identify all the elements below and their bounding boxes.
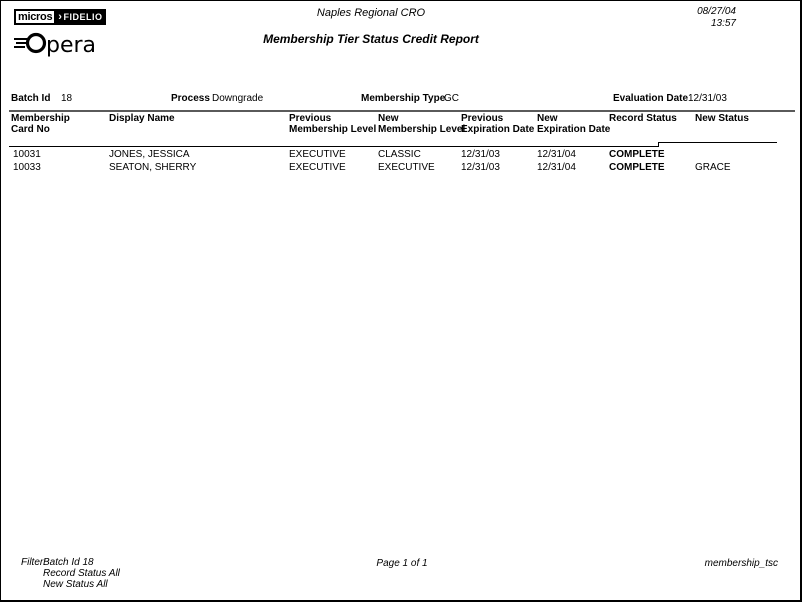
- col-header-line: Display Name: [109, 113, 175, 124]
- cell-card-no: 10033: [13, 162, 41, 173]
- cell-display-name: SEATON, SHERRY: [109, 162, 197, 173]
- footer-filter-label: Filter:: [21, 557, 46, 568]
- cell-new-status: GRACE: [695, 162, 731, 173]
- col-header-membership-card-no: [11, 113, 70, 135]
- micros-logo-text: micros: [14, 9, 56, 25]
- cell-previous-level: EXECUTIVE: [289, 162, 346, 173]
- opera-logo-text: pera: [46, 33, 97, 57]
- col-header-display-name: [109, 113, 175, 124]
- report-title: Membership Tier Status Credit Report: [263, 32, 479, 46]
- property-name: Naples Regional CRO: [316, 7, 426, 19]
- footer-report-file: membership_tsc: [704, 558, 778, 569]
- col-header-line: Membership Level: [378, 124, 466, 135]
- cell-new-level: EXECUTIVE: [378, 162, 435, 173]
- col-header-new-expiration-date: [537, 113, 610, 135]
- param-batch-id-value: 18: [61, 93, 73, 104]
- header-underline-left: [9, 146, 658, 147]
- col-header-line: Record Status: [609, 113, 677, 124]
- col-header-line: Membership Level: [289, 124, 377, 135]
- col-header-new-status: [695, 113, 749, 124]
- footer-filter-line: New Status All: [43, 579, 108, 590]
- param-membership-type-label: Membership Type: [361, 93, 446, 104]
- param-evaluation-date-value: 12/31/03: [688, 93, 727, 104]
- col-header-line: Membership: [11, 113, 70, 124]
- col-header-new-membership-level: [378, 113, 465, 135]
- cell-record-status: COMPLETE: [609, 149, 665, 160]
- cell-previous-level: EXECUTIVE: [289, 149, 346, 160]
- cell-previous-expiration: 12/31/03: [461, 149, 500, 160]
- col-header-line: Expiration Date: [537, 124, 611, 135]
- arrow-right-icon: ›: [58, 11, 63, 23]
- cell-display-name: JONES, JESSICA: [109, 149, 190, 160]
- param-process-value: Downgrade: [212, 93, 264, 104]
- footer-filter-line: Record Status All: [43, 568, 120, 579]
- cell-new-expiration: 12/31/04: [537, 162, 576, 173]
- print-date: 08/27/04: [697, 6, 736, 17]
- print-time: 13:57: [710, 18, 736, 29]
- param-batch-id-label: Batch Id: [11, 93, 51, 104]
- footer-filter-line: Batch Id 18: [43, 557, 94, 568]
- cell-record-status: COMPLETE: [609, 162, 665, 173]
- param-process-label: Process: [171, 93, 210, 104]
- col-header-line: Card No: [11, 124, 50, 135]
- col-header-previous-membership-level: [289, 113, 376, 135]
- col-header-line: Expiration Date: [461, 124, 535, 135]
- col-header-line: Previous: [289, 113, 332, 124]
- cell-new-level: CLASSIC: [378, 149, 421, 160]
- cell-new-expiration: 12/31/04: [537, 149, 576, 160]
- param-evaluation-date-label: Evaluation Date: [613, 93, 689, 104]
- fidelio-logo-text: FIDELIO: [63, 12, 103, 22]
- params-divider-rule: [9, 110, 795, 112]
- param-membership-type-value: GC: [444, 93, 459, 104]
- cell-previous-expiration: 12/31/03: [461, 162, 500, 173]
- print-datetime: [697, 6, 736, 30]
- footer-page-number: Page 1 of 1: [376, 558, 428, 569]
- col-header-line: New Status: [695, 113, 749, 124]
- col-header-previous-expiration-date: [461, 113, 534, 135]
- col-header-line: New: [378, 113, 399, 124]
- col-header-record-status: [609, 113, 677, 124]
- col-header-line: Previous: [461, 113, 504, 124]
- col-header-line: New: [537, 113, 558, 124]
- header-underline-right: [658, 142, 777, 143]
- cell-card-no: 10031: [13, 149, 41, 160]
- header-underline-step: [658, 142, 659, 147]
